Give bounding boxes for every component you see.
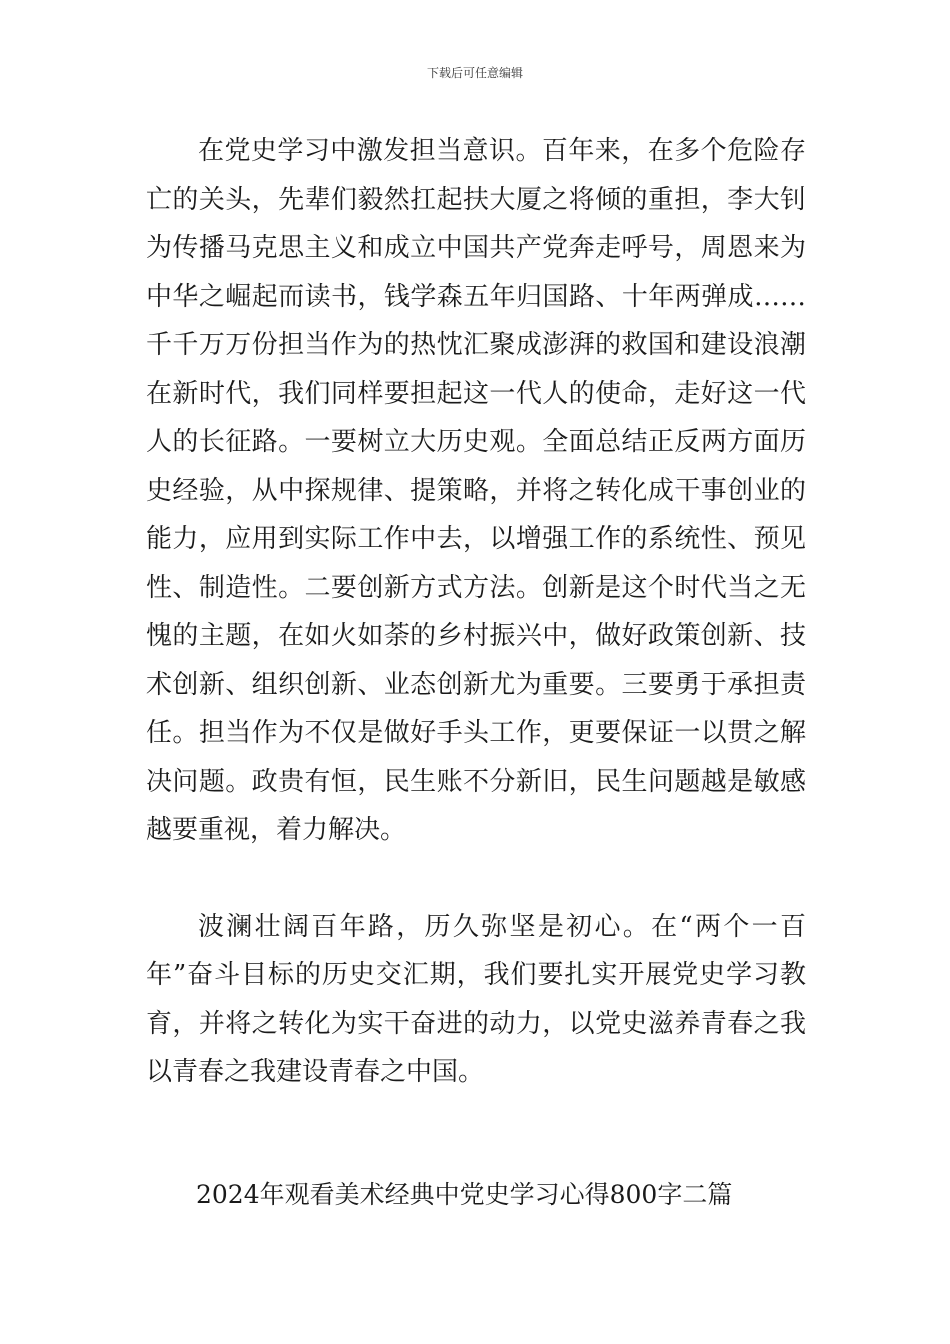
page-header-note: 下载后可任意编辑	[426, 66, 523, 80]
paragraph-responsibility: 在党史学习中激发担当意识。百年来，在多个危险存亡的关头，先辈们毅然扛起扶大厦之将倾的重担，李大钊为传播马克思主义和成立中国共产党奔走呼号，周恩来为中华之崛起而读书，钱学森五年归国路、十年两弹成……千千万万份担当作为的热忱汇聚成澎湃的救国和建设浪潮在新时代，我们同样要担起这一代人的使命，走好这一代人的长征路。一要树立大历史观。全面总结正反两方面历史经验，从中探规律、提策略，并将之转化成干事创业的能力，应用到实际工作中去，以增强工作的系统性、预见性、制造性。二要创新方式方法。创新是这个时代当之无愧的主题，在如火如荼的乡村振兴中，做好政策创新、技术创新、组织创新、业态创新尤为重要。三要勇于承担责任。担当作为不仅是做好手头工作，更要保证一以贯之解决问题。政贵有恒，民生账不分新旧，民生问题越是敏感越要重视，着力解决。	[146, 136, 806, 845]
next-article-title: 2024年观看美术经典中党史学习心得800字二篇	[196, 1180, 733, 1209]
document-body	[146, 127, 806, 1097]
paragraph-conclusion: 波澜壮阔百年路，历久弥坚是初心。在“两个一百年”奋斗目标的历史交汇期，我们要扎实开展党史学习教育，并将之转化为实干奋进的动力，以党史滋养青春之我以青春之我建设青春之中国。	[146, 911, 806, 1087]
